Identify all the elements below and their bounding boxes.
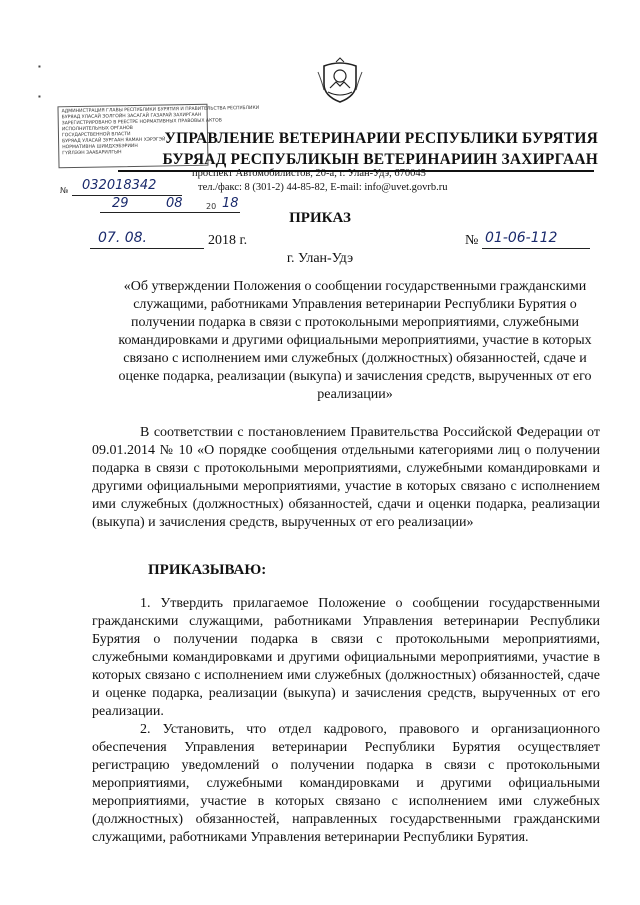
document-title: ПРИКАЗ [289, 210, 351, 226]
stamp-line: ИСПОЛНИТЕЛЬНЫХ ОРГАНОВ [61, 126, 133, 133]
orders-heading: ПРИКАЗЫВАЮ: [148, 562, 267, 578]
address-line: проспект Автомобилистов, 20-а, г. Улан-Удэ, 670045 [192, 168, 426, 179]
stamp-line: ГОСУДАРСТВЕННОЙ ВЛАСТИ [61, 132, 131, 139]
registration-year-prefix: 20 [206, 202, 217, 211]
stamp-line: БУРЯАД УЛАСАЙ ЗОЛГОЙН ЗАСАГАЙ ГАЗАРАЙ ЗАХИРГААН [61, 112, 202, 121]
margin-mark: ▪ [38, 62, 41, 71]
order-item: 2. Установить, что отдел кадрового, правового и организационного обеспечения Управления ветеринарии Республики Бурятия осуществляет регистрацию уведомлений о получении подарка в связи с протокольными мероприятиями, служебными командировками и другими официальными мероприятиями, участие в которых связано с исполнением ими служебных (должностных) обязанностей, направленных государственными гражданскими служащими, работниками Управления ветеринарии Республики Бурятия. [92, 722, 600, 845]
registration-day: 29 [112, 196, 129, 211]
stamp-line: ЗАРЕГИСТРИРОВАНО В РЕЕСТРЕ НОРМАТИВНЫХ ПРАВОВЫХ АКТОВ [61, 118, 222, 127]
contact-line: тел./факс: 8 (301-2) 44-85-82, E-mail: info@uvet.govrb.ru [198, 182, 448, 193]
order-date-underline [90, 248, 204, 249]
order-number-label: № [465, 233, 479, 248]
registration-number: 032018342 [82, 178, 157, 193]
order-subject: «Об утверждении Положения о сообщении государственными гражданскими служащими, работниками Управления ветеринарии Республики Бурятия о получении подарка в связи с протокольными мероприятиями, служебными командировками и другими официальными мероприятиями, участие в которых связано с исполнением ими служебных (должностных) обязанностей, сдаче и оценке подарка, реализации (выкупа) и зачисления средств, вырученных от его реализации» [118, 279, 592, 402]
margin-mark: ▪ [38, 92, 41, 101]
stamp-line: БУРЯАД УЛАСАЙ ЗУРГААН ЯАМАН ХЭРЭГЭЙ [62, 137, 166, 145]
order-date: 07. 08. [98, 230, 147, 246]
stamp-line: ГҮЙЛЭЭН ЗААБАРИЛГЫН [62, 150, 122, 157]
order-number: 01-06-112 [485, 230, 558, 246]
order-number-underline [482, 248, 590, 249]
registration-month: 08 [166, 196, 183, 211]
stamp-line: АДМИНИСТРАЦИЯ ГЛАВЫ РЕСПУБЛИКИ БУРЯТИЯ И ПРАВИТЕЛЬСТВА РЕСПУБЛИКИ [61, 105, 260, 115]
city: г. Улан-Удэ [286, 251, 354, 266]
order-item: 1. Утвердить прилагаемое Положение о сообщении государственными гражданскими служащими, работниками Управления ветеринарии Республики Бурятия о получении подарка в связи с протокольными мероприятиями, служебными командировками и другими официальными мероприятиями, участие в которых связано с исполнением ими служебных (должностных) обязанностей, сдаче и оценке подарка, реализации (выкупа) и зачисления средств, вырученных от его реализации. [92, 596, 600, 719]
department-name-ru: УПРАВЛЕНИЕ ВЕТЕРИНАРИИ РЕСПУБЛИКИ БУРЯТИЯ [164, 130, 598, 147]
preamble-paragraph: В соответствии с постановлением Правительства Российской Федерации от 09.01.2014 № 10 «О порядке сообщения отдельными категориями лиц о получении подарка в связи с протокольными мероприятиями, служебными командировками и другими официальными мероприятиями, участие в которых связано с исполнением ими служебных (должностных) обязанностей, сдачи и оценки подарка, реализации (выкупа) и зачисления средств, вырученных от его реализации» [92, 425, 600, 530]
order-year: 2018 г. [208, 233, 248, 248]
department-name-bua: БУРЯАД РЕСПУБЛИКЫН ВЕТЕРИНАРИИН ЗАХИРГААН [162, 151, 598, 168]
coat-of-arms-icon [316, 58, 364, 104]
stamp-line: НОРМАТИВНА ШИИДХЭБЭРИИН [62, 143, 138, 151]
registration-number-label: № [60, 186, 69, 195]
registration-year: 18 [222, 196, 239, 211]
